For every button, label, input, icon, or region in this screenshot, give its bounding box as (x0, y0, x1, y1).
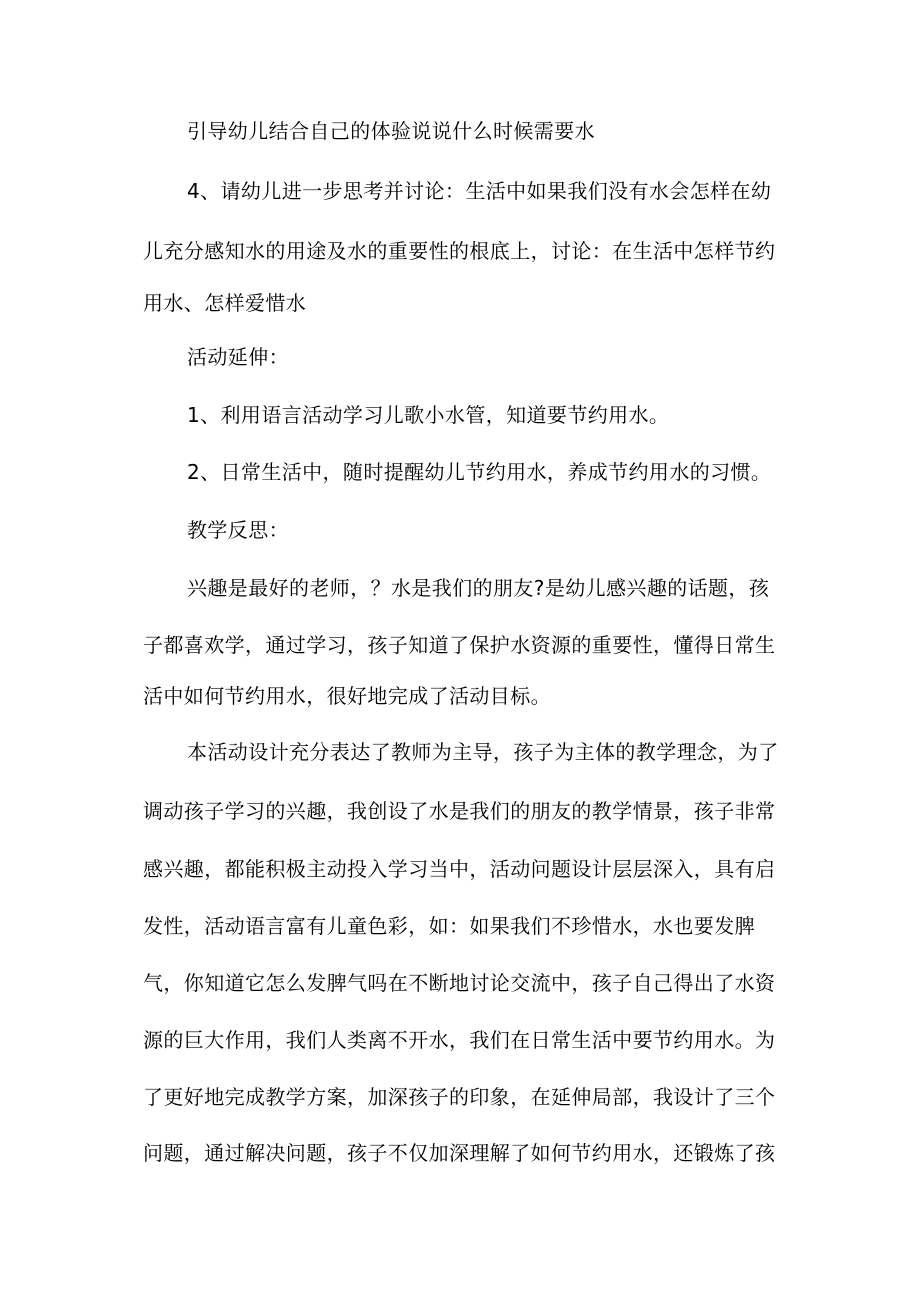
text-line: 气，你知道它怎么发脾气吗在不断地讨论交流中，孩子自己得出了水资 (143, 971, 776, 995)
text-line: 2、日常生活中，随时提醒幼儿节约用水，养成节约用水的习惯。 (187, 460, 772, 484)
text-line: 了更好地完成教学方案，加深孩子的印象，在延伸局部，我设计了三个 (143, 1085, 776, 1109)
text-line: 引导幼儿结合自己的体验说说什么时候需要水 (187, 119, 595, 143)
text-line: 调动孩子学习的兴趣，我创设了水是我们的朋友的教学情景，孩子非常 (143, 799, 776, 823)
text-line: 兴趣是最好的老师，？水是我们的朋友?是幼儿感兴趣的话题，孩 (187, 576, 770, 600)
text-line: 本活动设计充分表达了教师为主导，孩子为主体的教学理念，为了 (187, 740, 779, 764)
text-line: 活中如何节约用水，很好地完成了活动目标。 (143, 684, 551, 708)
text-line: 问题，通过解决问题，孩子不仅加深理解了如何节约用水，还锻炼了孩 (143, 1141, 776, 1165)
text-line: 活动延伸： (187, 345, 289, 369)
text-line: 子都喜欢学，通过学习，孩子知道了保护水资源的重要性，懂得日常生 (143, 633, 776, 657)
text-line: 用水、怎样爱惜水 (143, 291, 307, 315)
text-line: 发性，活动语言富有儿童色彩，如：如果我们不珍惜水，水也要发脾 (143, 914, 755, 938)
text-line: 儿充分感知水的用途及水的重要性的根底上，讨论：在生活中怎样节约 (143, 239, 776, 263)
text-line: 教学反思： (187, 518, 289, 542)
text-line: 感兴趣，都能积极主动投入学习当中，活动问题设计层层深入，具有启 (143, 857, 776, 881)
text-line: 源的巨大作用，我们人类离不开水，我们在日常生活中要节约用水。为 (143, 1028, 776, 1052)
text-line: 4、请幼儿进一步思考并讨论：生活中如果我们没有水会怎样在幼 (187, 179, 772, 203)
text-line: 1、利用语言活动学习儿歌小水管，知道要节约用水。 (187, 403, 670, 427)
